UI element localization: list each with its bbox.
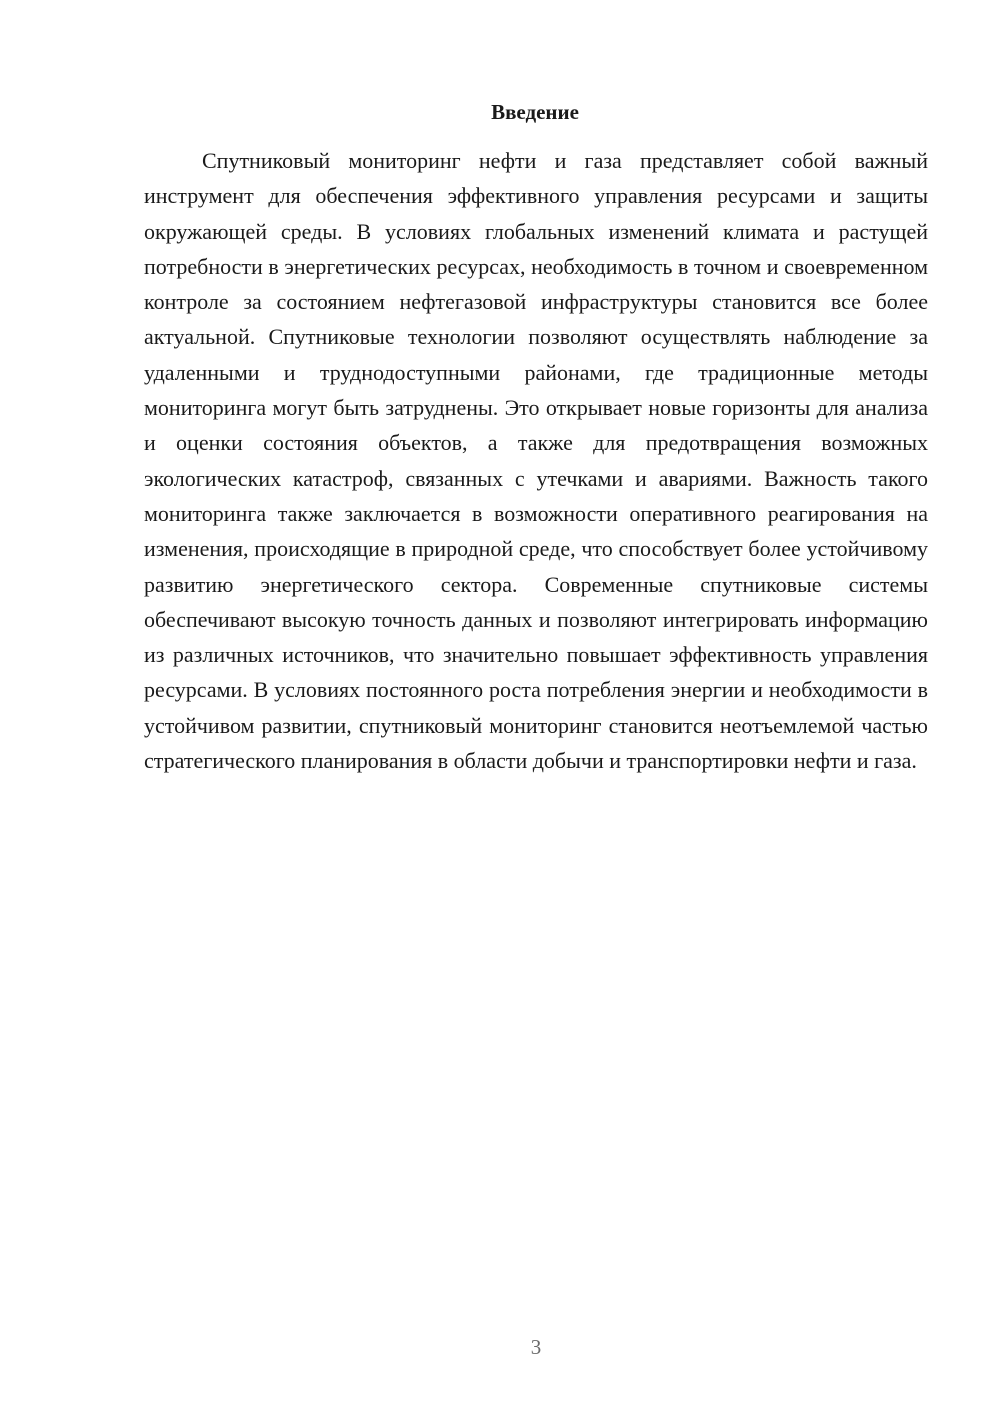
section-heading: Введение [491, 100, 579, 124]
intro-paragraph: Спутниковый мониторинг нефти и газа представляет собой важный инструмент для обеспечения эффективного управления ресурсами и защиты окружающей среды. В условиях глобальных изменений климата и растущей потребности в энергетических ресурсах, необходимость в точном и своевременном контроле за состоянием нефтегазовой инфраструктуры становится все более актуальной. Спутниковые технологии позволяют осуществлять наблюдение за удаленными и труднодоступными районами, где традиционные методы мониторинга могут быть затруднены. Это открывает новые горизонты для анализа и оценки состояния объектов, а также для предотвращения возможных экологических катастроф, связанных с утечками и авариями. Важность такого мониторинга также заключается в возможности оперативного реагирования на изменения, происходящие в природной среде, что способствует более устойчивому развитию энергетического сектора. Современные спутниковые системы обеспечивают высокую точность данных и позволяют интегрировать информацию из различных источников, что значительно повышает эффективность управления ресурсами. В условиях постоянного роста потребления энергии и необходимости в устойчивом развитии, спутниковый мониторинг становится неотъемлемой частью стратегического планирования в области добычи и транспортировки нефти и газа. [144, 148, 928, 774]
page-number: 3 [530, 1335, 542, 1359]
